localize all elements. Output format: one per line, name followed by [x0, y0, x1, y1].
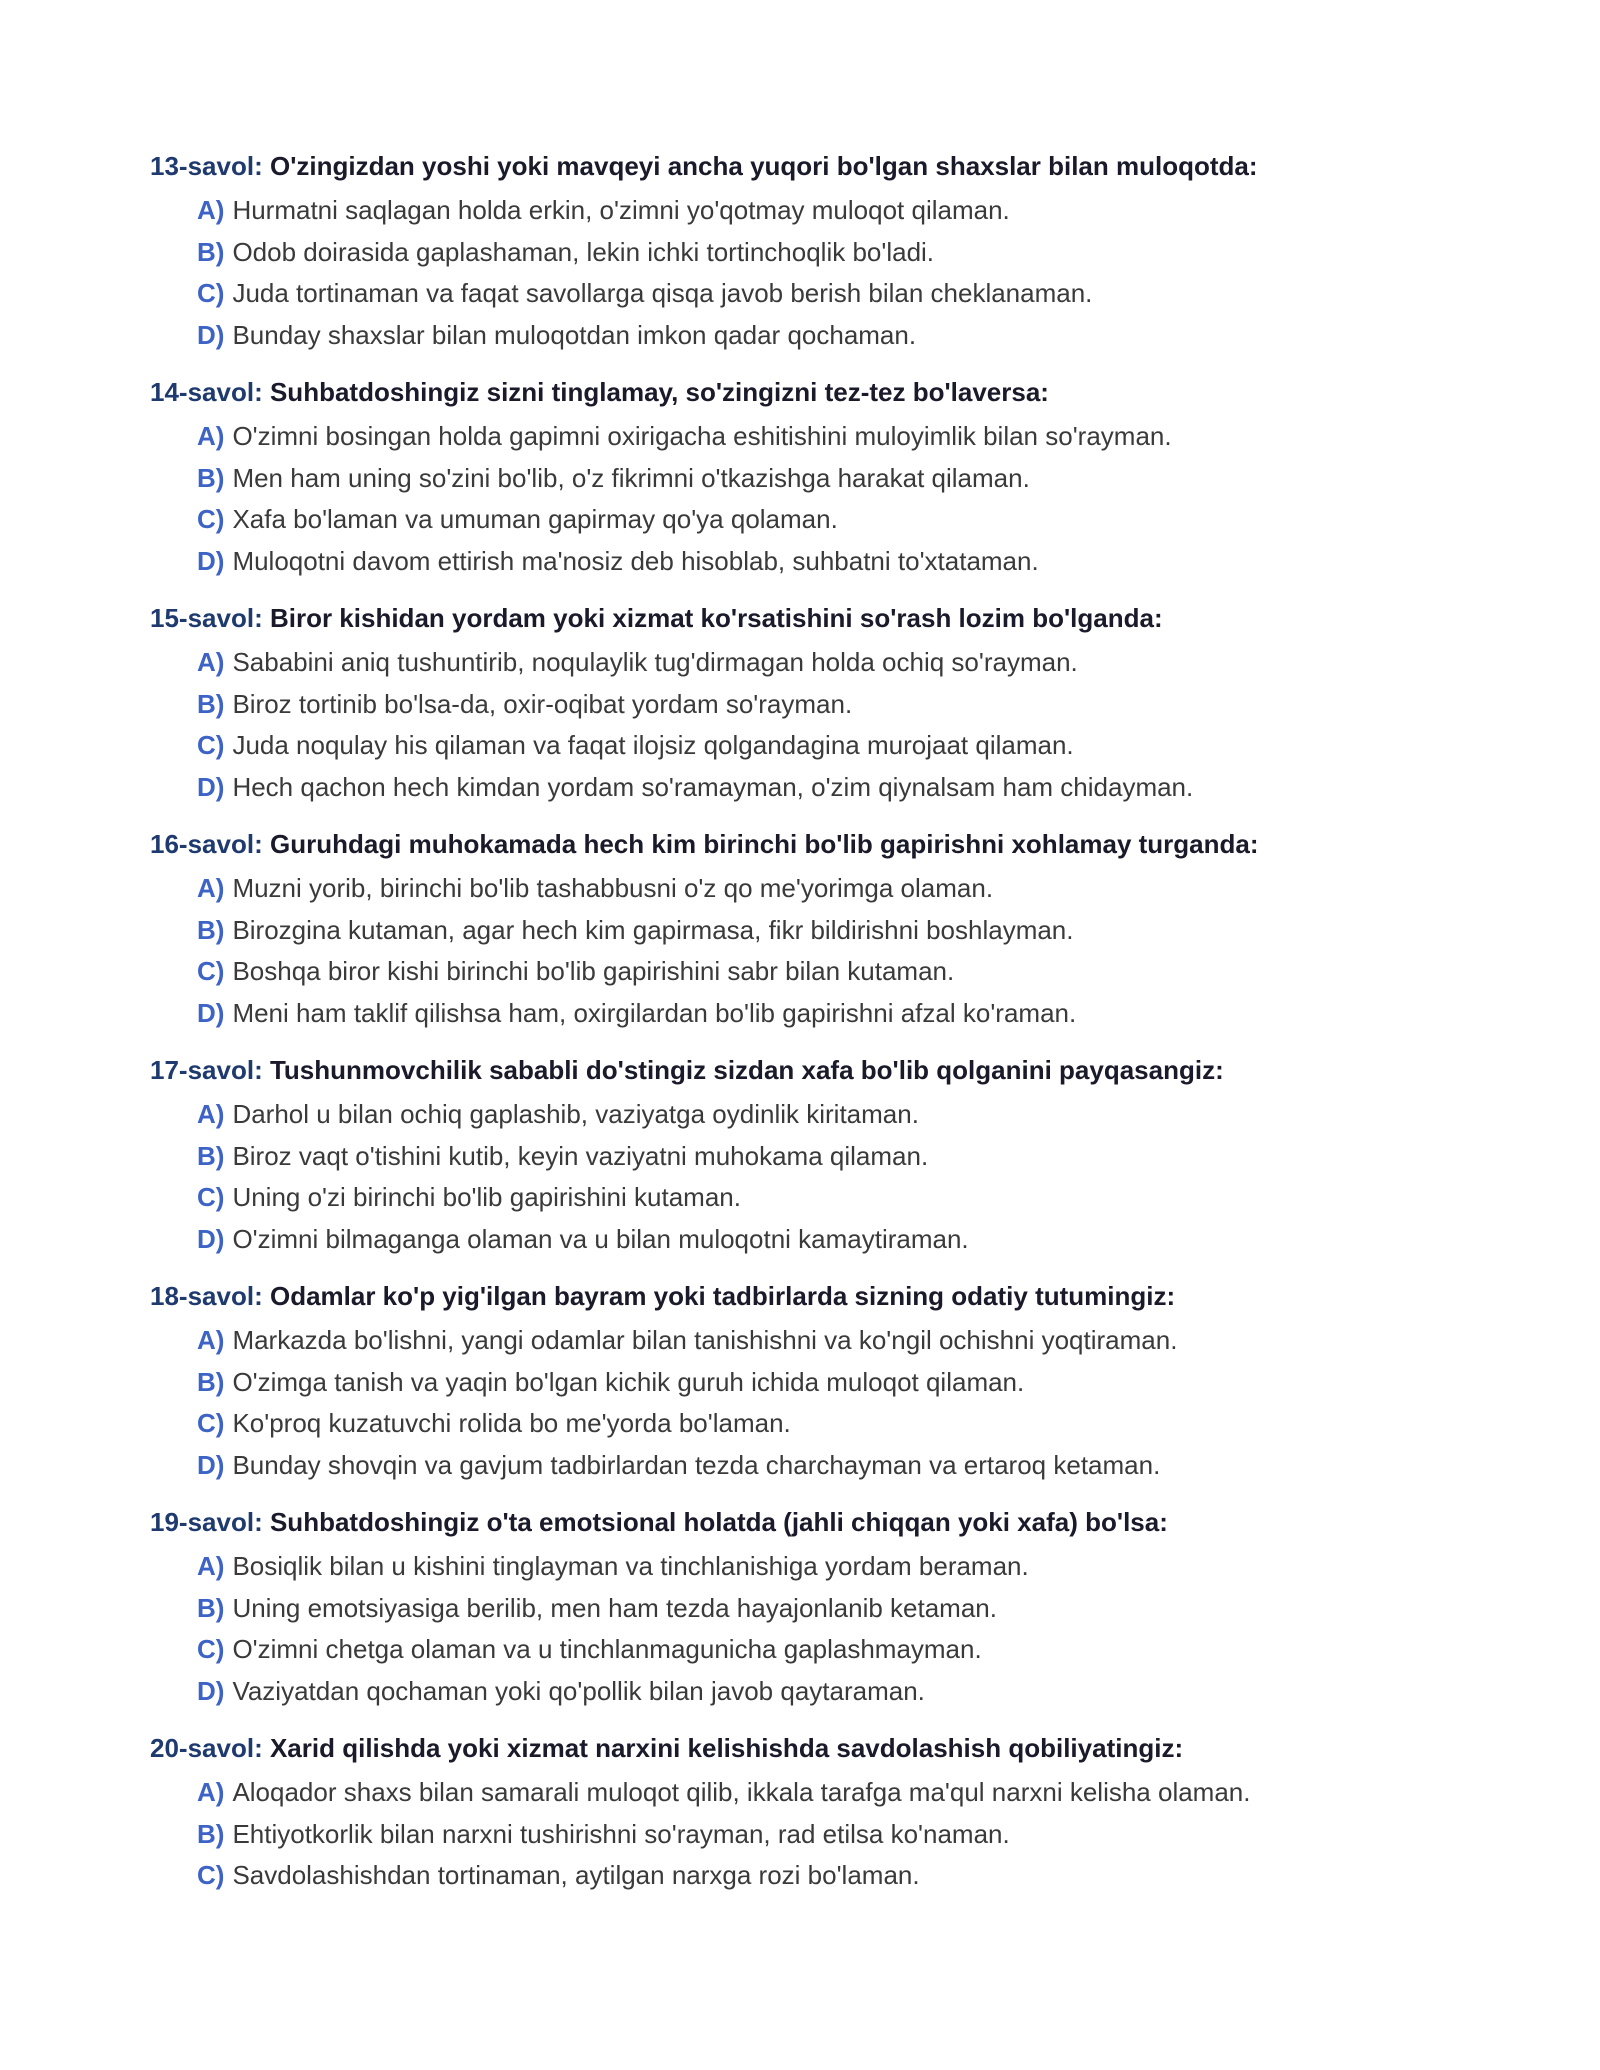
option-letter: D) — [197, 997, 225, 1028]
option-letter: D) — [197, 771, 225, 802]
option-letter: A) — [197, 195, 225, 225]
question-number: 13-savol: — [150, 151, 263, 181]
question-text: Xarid qilishda yoki xizmat narxini kelishishda savdolashish qobiliyatingiz: — [269, 1733, 1184, 1763]
option-text: Aloqador shaxs bilan samarali muloqot qilib, ikkala tarafga ma'qul narxni kelisha olaman. — [232, 1777, 1251, 1807]
option-a — [150, 1772, 1470, 1814]
option-b — [150, 1136, 1470, 1178]
question-number: 18-savol: — [150, 1281, 263, 1311]
option-text: Sababini aniq tushuntirib, noqulaylik tug'dirmagan holda ochiq so'rayman. — [232, 647, 1078, 677]
option-letter: D) — [197, 319, 225, 350]
question-text: Suhbatdoshingiz sizni tinglamay, so'zingizni tez-tez bo'laversa: — [269, 377, 1049, 407]
option-c — [150, 1629, 1470, 1671]
option-text: Bunday shaxslar bilan muloqotdan imkon qadar qochaman. — [232, 319, 917, 350]
option-text: Ko'proq kuzatuvchi rolida bo me'yorda bo'laman. — [232, 1408, 791, 1438]
question-heading — [150, 1052, 1470, 1088]
option-letter: B) — [197, 462, 225, 493]
option-text: Vaziyatdan qochaman yoki qo'pollik bilan javob qaytaraman. — [232, 1675, 925, 1706]
option-letter: A) — [197, 1777, 225, 1807]
question-number: 16-savol: — [150, 829, 263, 859]
option-text: Uning emotsiyasiga berilib, men ham tezda hayajonlanib ketaman. — [232, 1592, 997, 1623]
question-16 — [150, 826, 1470, 1034]
option-c — [150, 1403, 1470, 1445]
option-text: Savdolashishdan tortinaman, aytilgan narxga rozi bo'laman. — [232, 1860, 920, 1890]
option-text: Boshqa biror kishi birinchi bo'lib gapirishini sabr bilan kutaman. — [232, 956, 955, 986]
option-a — [150, 1094, 1470, 1136]
option-letter: D) — [197, 1449, 225, 1480]
option-a — [150, 190, 1470, 232]
option-letter: C) — [197, 956, 225, 986]
option-b — [150, 1362, 1470, 1404]
option-c — [150, 1177, 1470, 1219]
option-letter: C) — [197, 1408, 225, 1438]
option-text: Juda tortinaman va faqat savollarga qisqa javob berish bilan cheklanaman. — [232, 278, 1093, 308]
option-b — [150, 910, 1470, 952]
option-b — [150, 232, 1470, 274]
question-text: Tushunmovchilik sababli do'stingiz sizdan xafa bo'lib qolganini payqasangiz: — [269, 1055, 1224, 1085]
option-letter: A) — [197, 421, 225, 451]
option-letter: B) — [197, 1140, 225, 1171]
option-text: Birozgina kutaman, agar hech kim gapirmasa, fikr bildirishni boshlayman. — [232, 914, 1074, 945]
option-d — [150, 315, 1470, 357]
option-text: Muzni yorib, birinchi bo'lib tashabbusni o'z qo me'yorimga olaman. — [232, 873, 994, 903]
option-text: Xafa bo'laman va umuman gapirmay qo'ya qolaman. — [232, 504, 838, 534]
option-text: Uning o'zi birinchi bo'lib gapirishini kutaman. — [232, 1182, 741, 1212]
option-text: Muloqotni davom ettirish ma'nosiz deb hisoblab, suhbatni to'xtataman. — [232, 545, 1039, 576]
option-d — [150, 541, 1470, 583]
option-d — [150, 993, 1470, 1035]
question-number: 15-savol: — [150, 603, 263, 633]
question-number: 17-savol: — [150, 1055, 263, 1085]
question-number: 14-savol: — [150, 377, 263, 407]
option-letter: B) — [197, 688, 225, 719]
option-text: Bunday shovqin va gavjum tadbirlardan tezda charchayman va ertaroq ketaman. — [232, 1449, 1161, 1480]
option-d — [150, 1445, 1470, 1487]
option-a — [150, 868, 1470, 910]
question-heading — [150, 600, 1470, 636]
option-letter: A) — [197, 1551, 225, 1581]
option-a — [150, 416, 1470, 458]
option-text: Hurmatni saqlagan holda erkin, o'zimni yo'qotmay muloqot qilaman. — [232, 195, 1010, 225]
option-letter: A) — [197, 873, 225, 903]
option-letter: B) — [197, 914, 225, 945]
option-letter: C) — [197, 730, 225, 760]
question-13 — [150, 148, 1470, 356]
question-20 — [150, 1730, 1470, 1897]
question-17 — [150, 1052, 1470, 1260]
question-text: Odamlar ko'p yig'ilgan bayram yoki tadbirlarda sizning odatiy tutumingiz: — [269, 1281, 1176, 1311]
option-b — [150, 458, 1470, 500]
option-text: O'zimga tanish va yaqin bo'lgan kichik guruh ichida muloqot qilaman. — [232, 1366, 1025, 1397]
option-letter: D) — [197, 1675, 225, 1706]
question-heading — [150, 1278, 1470, 1314]
option-letter: C) — [197, 278, 225, 308]
option-letter: A) — [197, 1325, 225, 1355]
option-text: Men ham uning so'zini bo'lib, o'z fikrimni o'tkazishga harakat qilaman. — [232, 462, 1030, 493]
option-letter: D) — [197, 545, 225, 576]
option-letter: C) — [197, 1860, 225, 1890]
question-heading — [150, 826, 1470, 862]
question-18 — [150, 1278, 1470, 1486]
option-c — [150, 273, 1470, 315]
question-heading — [150, 1730, 1470, 1766]
option-letter: A) — [197, 647, 225, 677]
option-letter: A) — [197, 1099, 225, 1129]
option-letter: B) — [197, 236, 225, 267]
option-text: Biroz vaqt o'tishini kutib, keyin vaziyatni muhokama qilaman. — [232, 1140, 929, 1171]
question-heading — [150, 374, 1470, 410]
option-text: Odob doirasida gaplashaman, lekin ichki tortinchoqlik bo'ladi. — [232, 236, 935, 267]
option-letter: C) — [197, 1634, 225, 1664]
option-d — [150, 1219, 1470, 1261]
option-c — [150, 499, 1470, 541]
option-text: Darhol u bilan ochiq gaplashib, vaziyatga oydinlik kiritaman. — [232, 1099, 919, 1129]
question-number: 20-savol: — [150, 1733, 263, 1763]
option-text: O'zimni bosingan holda gapimni oxirigacha eshitishini muloyimlik bilan so'rayman. — [232, 421, 1172, 451]
option-letter: D) — [197, 1223, 225, 1254]
question-number: 19-savol: — [150, 1507, 263, 1537]
option-a — [150, 642, 1470, 684]
option-text: O'zimni chetga olaman va u tinchlanmagunicha gaplashmayman. — [232, 1634, 982, 1664]
option-text: O'zimni bilmaganga olaman va u bilan muloqotni kamaytiraman. — [232, 1223, 969, 1254]
option-letter: C) — [197, 504, 225, 534]
question-text: O'zingizdan yoshi yoki mavqeyi ancha yuqori bo'lgan shaxslar bilan muloqotda: — [269, 151, 1258, 181]
document-page — [150, 148, 1470, 1915]
option-letter: C) — [197, 1182, 225, 1212]
option-b — [150, 1588, 1470, 1630]
option-text: Markazda bo'lishni, yangi odamlar bilan tanishishni va ko'ngil ochishni yoqtiraman. — [232, 1325, 1178, 1355]
option-a — [150, 1320, 1470, 1362]
option-text: Hech qachon hech kimdan yordam so'ramayman, o'zim qiynalsam ham chidayman. — [232, 771, 1194, 802]
option-text: Bosiqlik bilan u kishini tinglayman va tinchlanishiga yordam beraman. — [232, 1551, 1029, 1581]
option-c — [150, 1855, 1470, 1897]
option-d — [150, 1671, 1470, 1713]
question-text: Guruhdagi muhokamada hech kim birinchi bo'lib gapirishni xohlamay turganda: — [269, 829, 1259, 859]
option-letter: B) — [197, 1366, 225, 1397]
question-text: Biror kishidan yordam yoki xizmat ko'rsatishini so'rash lozim bo'lganda: — [269, 603, 1163, 633]
question-heading — [150, 1504, 1470, 1540]
option-text: Juda noqulay his qilaman va faqat ilojsiz qolgandagina murojaat qilaman. — [232, 730, 1074, 760]
option-d — [150, 767, 1470, 809]
question-19 — [150, 1504, 1470, 1712]
option-c — [150, 725, 1470, 767]
option-text: Biroz tortinib bo'lsa-da, oxir-oqibat yordam so'rayman. — [232, 688, 853, 719]
question-15 — [150, 600, 1470, 808]
option-b — [150, 1814, 1470, 1856]
option-letter: B) — [197, 1818, 225, 1849]
option-letter: B) — [197, 1592, 225, 1623]
option-text: Ehtiyotkorlik bilan narxni tushirishni so'rayman, rad etilsa ko'naman. — [232, 1818, 1010, 1849]
option-b — [150, 684, 1470, 726]
option-a — [150, 1546, 1470, 1588]
question-heading — [150, 148, 1470, 184]
option-c — [150, 951, 1470, 993]
option-text: Meni ham taklif qilishsa ham, oxirgilardan bo'lib gapirishni afzal ko'raman. — [232, 997, 1077, 1028]
question-text: Suhbatdoshingiz o'ta emotsional holatda (jahli chiqqan yoki xafa) bo'lsa: — [269, 1507, 1168, 1537]
question-14 — [150, 374, 1470, 582]
